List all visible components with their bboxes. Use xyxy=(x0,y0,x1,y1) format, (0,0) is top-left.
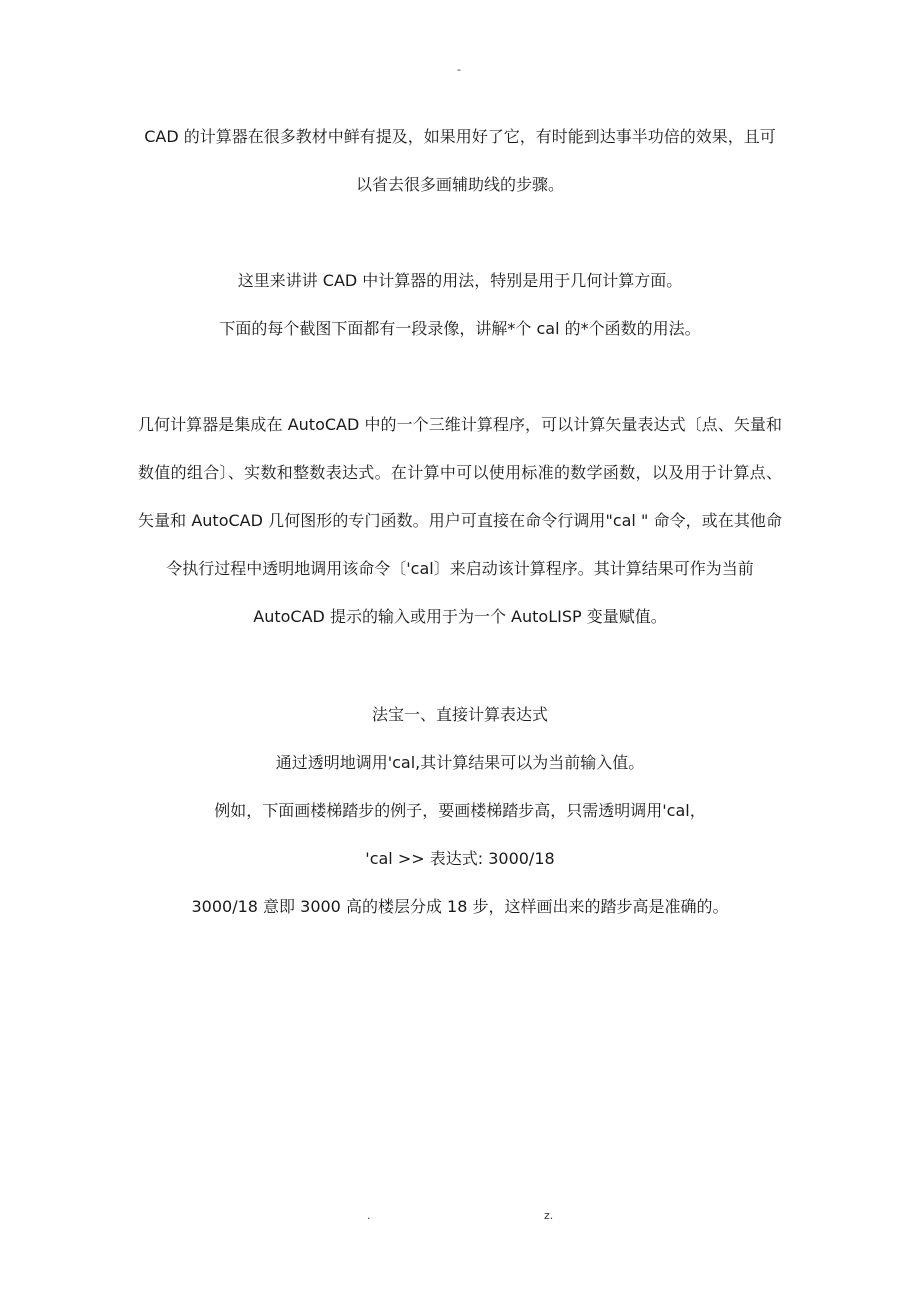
intro-line-2: 以省去很多画辅助线的步骤。 xyxy=(355,175,564,194)
header-mark: - xyxy=(457,63,461,76)
description-line-2: 数值的组合〕、实数和整数表达式。在计算中可以使用标准的数学函数，以及用于计算点、 xyxy=(138,463,782,482)
footer-left-mark: . xyxy=(367,1209,371,1222)
description-line-4: 令执行过程中透明地调用该命令〔'cal〕来启动该计算程序。其计算结果可作为当前 xyxy=(166,559,754,578)
description-line-3: 矢量和 AutoCAD 几何图形的专门函数。用户可直接在命令行调用"cal " 命令，或在其他命 xyxy=(138,511,782,530)
about-line-2: 下面的每个截图下面都有一段录像，讲解*个 cal 的*个函数的用法。 xyxy=(219,319,701,338)
section-line-1: 通过透明地调用'cal,其计算结果可以为当前输入值。 xyxy=(275,753,645,772)
section-line-4: 3000/18 意即 3000 高的楼层分成 18 步，这样画出来的踏步高是准确的。 xyxy=(191,897,729,916)
intro-line-1: CAD 的计算器在很多教材中鲜有提及，如果用好了它，有时能到达事半功倍的效果，且可 xyxy=(144,127,776,146)
footer-right-mark: z. xyxy=(544,1209,554,1222)
description-line-5: AutoCAD 提示的输入或用于为一个 AutoLISP 变量赋值。 xyxy=(253,607,667,626)
section-title: 法宝一、直接计算表达式 xyxy=(371,705,548,724)
about-line-1: 这里来讲讲 CAD 中计算器的用法，特别是用于几何计算方面。 xyxy=(237,271,683,290)
section-line-3: 'cal >> 表达式: 3000/18 xyxy=(365,849,555,868)
section-line-2: 例如，下面画楼梯踏步的例子，要画楼梯踏步高，只需透明调用'cal， xyxy=(214,801,706,820)
description-line-1: 几何计算器是集成在 AutoCAD 中的一个三维计算程序，可以计算矢量表达式〔点、矢量和 xyxy=(138,415,782,434)
